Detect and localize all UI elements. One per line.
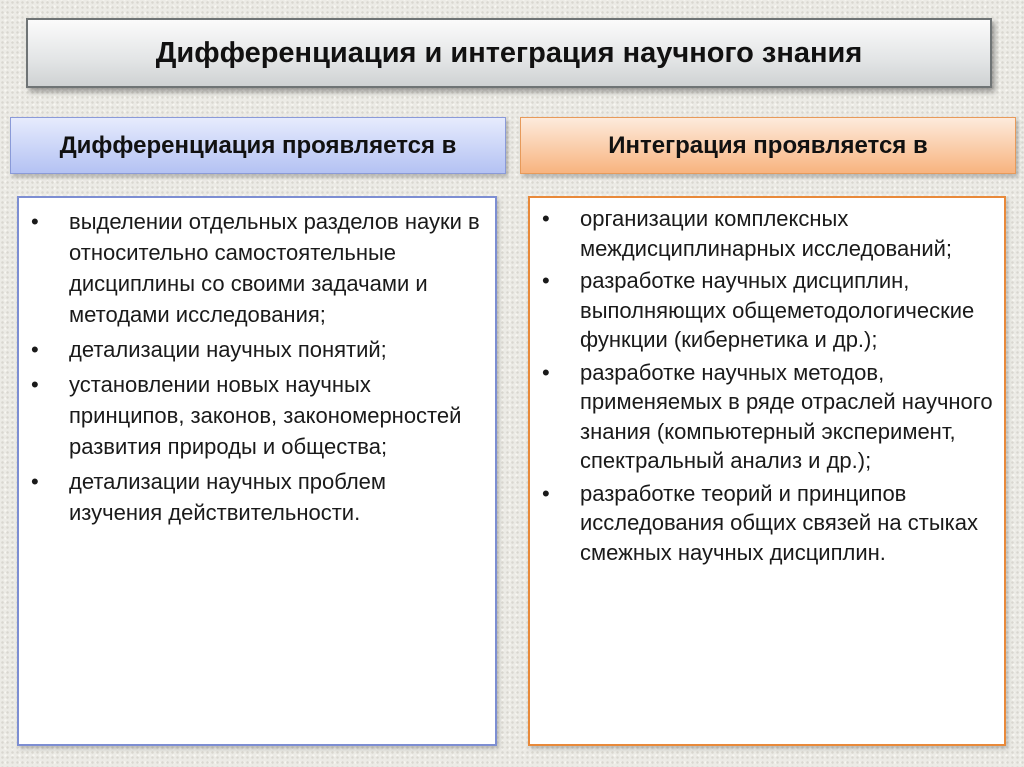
list-item (542, 358, 994, 476)
differentiation-header: Дифференциация проявляется в (10, 117, 506, 174)
integration-header: Интеграция проявляется в (520, 117, 1016, 174)
bullet-icon: • (542, 359, 550, 385)
list-item-text: установлении новых научных принципов, законов, закономерностей развития природы и общества; (69, 372, 462, 459)
list-item (31, 206, 485, 330)
list-item-text: разработке научных методов, применяемых в ряде отраслей научного знания (компьютерный эксперимент, спектральный анализ и др.); (580, 359, 993, 473)
list-item-text: организации комплексных междисциплинарных исследований; (580, 206, 953, 261)
list-item-text: разработке теорий и принципов исследования общих связей на стыках смежных научных дисциплин. (580, 480, 978, 565)
bullet-icon: • (542, 268, 550, 293)
bullet-icon: • (31, 469, 39, 494)
integration-list (542, 204, 994, 567)
list-item (542, 479, 994, 568)
integration-list-box (528, 196, 1006, 746)
list-item-text: разработке научных дисциплин, выполняющих общеметодологические функции (кибернетика и др.); (580, 268, 975, 352)
bullet-icon: • (31, 337, 39, 362)
bullet-icon: • (31, 372, 39, 397)
list-item (31, 334, 485, 365)
bullet-icon: • (31, 209, 39, 234)
list-item-text: детализации научных понятий; (69, 337, 387, 362)
bullet-icon: • (542, 206, 550, 231)
bullet-icon: • (542, 480, 550, 506)
list-item-text: детализации научных проблем изучения действительности. (69, 469, 387, 525)
list-item (542, 204, 994, 263)
differentiation-list-box (17, 196, 497, 746)
slide-title: Дифференциация и интеграция научного знания (26, 18, 992, 88)
list-item (31, 466, 485, 528)
list-item (542, 266, 994, 355)
list-item (31, 369, 485, 462)
list-item-text: выделении отдельных разделов науки в относительно самостоятельные дисциплины со своими задачами и методами исследования; (69, 209, 480, 327)
differentiation-list (31, 206, 485, 528)
